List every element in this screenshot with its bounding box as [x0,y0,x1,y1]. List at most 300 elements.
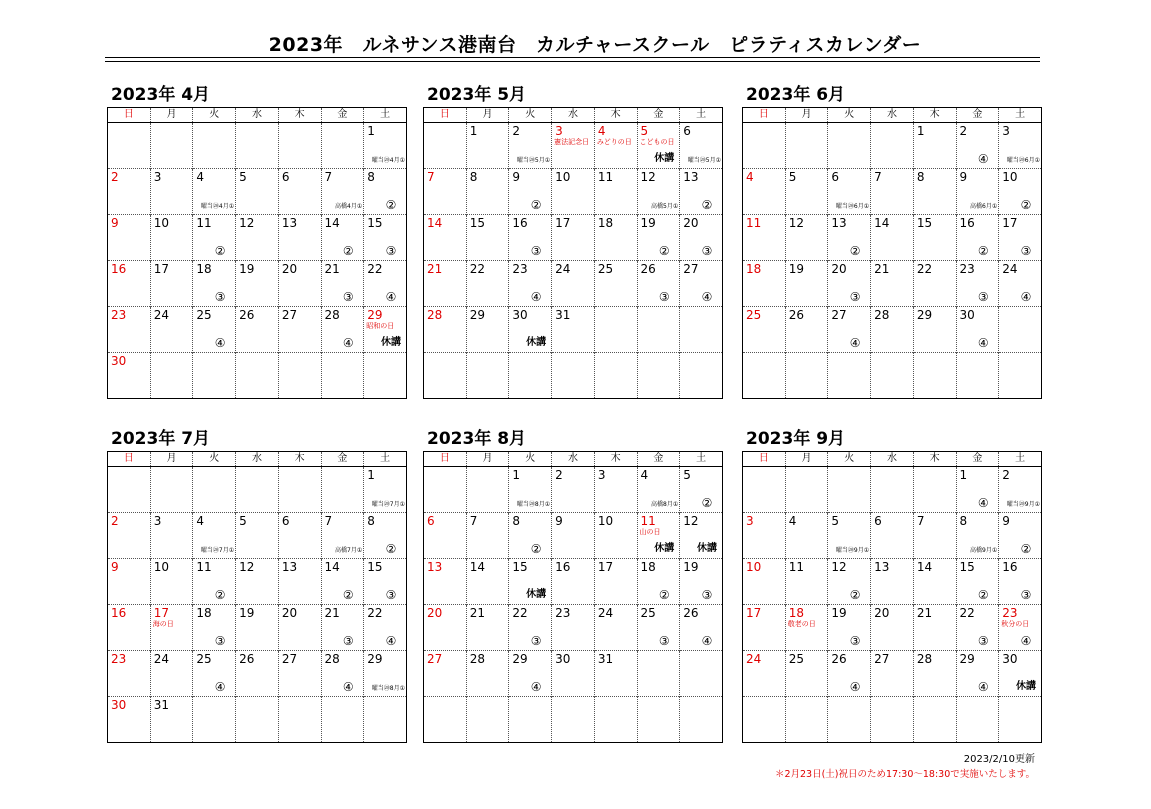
day-number: 20 [281,262,298,276]
day-cell [364,169,407,215]
day-number: 15 [469,216,485,230]
weekday-header: 金 [637,108,680,123]
day-number: 8 [367,170,375,184]
day-number: 24 [1002,262,1018,276]
session-number: ④ [385,634,397,648]
instructor-note: 曜当⑳9月① [835,547,870,554]
day-cell [785,215,828,261]
day-cell [637,467,680,513]
day-number: 22 [916,262,933,276]
day-number: 28 [324,652,340,666]
day-cell [108,697,151,743]
day-number: 13 [831,216,847,230]
day-number: 20 [427,606,443,620]
day-cell [913,467,956,513]
instructor-note: 高橋9月① [970,547,998,554]
day-cell [871,123,914,169]
day-cell [743,123,786,169]
day-cell [108,513,151,559]
day-cell [552,467,595,513]
day-cell [108,559,151,605]
instructor-note: 高橋4月① [335,203,363,210]
day-number: 9 [111,216,119,230]
session-number: ④ [530,680,542,694]
day-cell [871,215,914,261]
session-number: ④ [530,290,542,304]
session-number: ② [658,244,670,258]
session-number: ④ [977,496,989,510]
weekday-header: 木 [594,108,637,123]
day-cell [594,123,637,169]
day-cell [637,123,680,169]
day-number: 7 [469,514,478,528]
day-cell [321,307,364,353]
day-cell [680,513,723,559]
day-number: 8 [512,514,521,528]
day-cell [680,353,723,399]
day-number: 28 [324,308,340,322]
day-cell [193,353,236,399]
session-number: ④ [977,336,989,350]
weekday-header: 木 [278,452,321,467]
day-cell [913,697,956,743]
day-number: 29 [367,308,383,322]
day-cell [509,261,552,307]
weekday-header: 火 [193,452,236,467]
day-number: 25 [597,262,614,276]
day-cell [509,513,552,559]
session-number: ④ [849,336,861,350]
day-cell [466,651,509,697]
instructor-note: 曜当⑳5月① [687,157,721,164]
weekday-header: 月 [785,452,828,467]
instructor-note: 曜当⑳6月① [835,203,870,210]
day-number: 6 [831,170,840,184]
weekday-header: 土 [680,108,723,123]
day-number: 29 [469,308,485,322]
day-cell [743,697,786,743]
day-cell [278,169,321,215]
weekday-header: 土 [999,108,1042,123]
day-number: 20 [683,216,699,230]
day-cell [913,353,956,399]
cancelled-label: 休講 [697,543,717,554]
month-title: 2023年 6月 [746,85,846,105]
day-cell [828,651,871,697]
day-number: 7 [324,514,333,528]
session-number: ③ [977,634,989,648]
day-number: 14 [874,216,890,230]
day-cell [999,307,1042,353]
day-number: 25 [640,606,656,620]
day-number: 3 [153,170,162,184]
day-number: 4 [746,170,754,184]
day-number: 30 [959,308,975,322]
day-number: 27 [683,262,699,276]
day-number: 4 [196,514,205,528]
instructor-note: 高橋5月① [651,203,679,210]
day-number: 20 [281,606,298,620]
day-number: 3 [555,124,563,138]
day-cell [108,353,151,399]
day-cell [321,467,364,513]
day-cell [466,307,509,353]
day-number: 30 [111,354,127,368]
cancelled-label: 休講 [654,543,675,554]
day-cell [594,261,637,307]
day-cell [743,559,786,605]
day-cell [321,123,364,169]
day-cell [594,215,637,261]
day-cell [509,651,552,697]
day-number: 24 [153,308,169,322]
day-number: 18 [597,216,614,230]
day-cell [956,651,999,697]
day-number: 30 [1002,652,1018,666]
day-number: 8 [469,170,478,184]
day-cell [637,651,680,697]
day-cell [424,467,467,513]
day-cell [680,467,723,513]
day-cell [321,215,364,261]
day-number: 1 [469,124,478,138]
day-number: 28 [874,308,890,322]
day-cell [828,123,871,169]
instructor-note: 高橋8月① [651,501,679,508]
day-cell [680,261,723,307]
day-cell [364,215,407,261]
session-number: ④ [701,634,713,648]
day-number: 22 [367,606,383,620]
session-number: ② [977,588,989,602]
day-cell [999,261,1042,307]
day-number: 2 [555,468,563,482]
day-cell [594,651,637,697]
day-cell [321,513,364,559]
month-title: 2023年 7月 [111,429,211,449]
day-cell [321,559,364,605]
weekday-header: 日 [108,108,151,123]
day-cell [236,353,279,399]
day-cell [509,353,552,399]
day-cell [466,353,509,399]
month-table [423,451,723,743]
day-number: 6 [281,170,290,184]
day-cell [956,605,999,651]
day-number: 10 [153,560,169,574]
day-cell [364,697,407,743]
weekday-header: 月 [150,108,193,123]
day-cell [785,697,828,743]
day-number: 18 [196,606,212,620]
day-number: 15 [512,560,528,574]
footnote: ＊2月23日(土)祝日のため17:30～18:30で実施いたします。 [774,769,1035,780]
day-number: 25 [196,308,212,322]
session-number: ③ [1020,588,1032,602]
weekday-header: 日 [743,108,786,123]
day-cell [785,651,828,697]
day-number: 29 [367,652,383,666]
day-cell [871,467,914,513]
day-number: 1 [512,468,521,482]
day-cell [150,467,193,513]
day-number: 12 [788,216,804,230]
month-calendar [423,83,723,399]
day-cell [999,513,1042,559]
session-number: ③ [385,244,397,258]
day-number: 26 [239,652,255,666]
day-number: 15 [367,560,383,574]
session-number: ② [849,244,861,258]
day-number: 17 [153,262,169,276]
instructor-note: 曜当⑳9月① [1006,501,1040,508]
day-number: 9 [1002,514,1010,528]
day-cell [193,513,236,559]
day-cell [594,169,637,215]
day-cell [828,697,871,743]
day-cell [637,697,680,743]
day-cell [278,605,321,651]
day-number: 17 [153,606,169,620]
day-number: 26 [640,262,656,276]
session-number: ② [385,198,397,212]
day-number: 23 [555,606,571,620]
day-cell [509,169,552,215]
day-cell [193,651,236,697]
day-cell [828,353,871,399]
instructor-note: 曜当⑳7月① [371,501,405,508]
instructor-note: 曜当⑳7月① [200,547,235,554]
weekday-header: 土 [999,452,1042,467]
day-cell [150,605,193,651]
day-number: 5 [640,124,649,138]
day-cell [321,651,364,697]
holiday-label: 海の日 [152,620,174,628]
day-number: 21 [324,262,340,276]
day-number: 6 [683,124,691,138]
day-cell [236,261,279,307]
day-number: 21 [427,262,443,276]
day-cell [193,307,236,353]
day-cell [999,605,1042,651]
session-number: ③ [342,290,354,304]
day-cell [785,307,828,353]
day-number: 22 [469,262,485,276]
day-number: 24 [597,606,614,620]
day-cell [785,513,828,559]
session-number: ④ [342,336,354,350]
day-number: 23 [1002,606,1018,620]
day-number: 15 [367,216,383,230]
instructor-note: 曜当⑳4月① [200,203,235,210]
day-cell [424,697,467,743]
day-number: 15 [916,216,933,230]
day-number: 28 [469,652,485,666]
day-number: 16 [111,262,127,276]
day-cell [552,605,595,651]
day-cell [743,353,786,399]
day-cell [150,559,193,605]
session-number: ② [977,244,989,258]
day-cell [743,169,786,215]
weekday-header: 日 [108,452,151,467]
weekday-header: 水 [552,452,595,467]
day-cell [999,559,1042,605]
day-cell [828,169,871,215]
day-number: 4 [196,170,205,184]
day-cell [150,215,193,261]
day-number: 20 [874,606,890,620]
day-cell [913,169,956,215]
day-cell [956,697,999,743]
weekday-header: 土 [364,452,407,467]
month-calendar [107,83,407,399]
day-cell [364,307,407,353]
day-cell [150,513,193,559]
holiday-label: 秋分の日 [1001,620,1030,628]
session-number: ② [701,496,713,510]
month-title: 2023年 9月 [746,429,846,449]
holiday-label: 敬老の日 [787,620,816,628]
day-cell [594,697,637,743]
day-cell [637,605,680,651]
weekday-header: 月 [150,452,193,467]
day-cell [743,651,786,697]
day-cell [278,215,321,261]
day-number: 28 [427,308,443,322]
day-cell [466,261,509,307]
day-cell [108,123,151,169]
day-cell [424,605,467,651]
day-cell [424,559,467,605]
day-cell [785,559,828,605]
day-cell [236,697,279,743]
day-number: 15 [959,560,975,574]
day-cell [509,559,552,605]
day-number: 6 [874,514,882,528]
day-number: 11 [746,216,762,230]
weekday-header: 火 [828,452,871,467]
day-number: 27 [281,308,298,322]
day-number: 9 [555,514,563,528]
day-number: 17 [597,560,614,574]
day-number: 11 [196,560,212,574]
day-number: 11 [788,560,804,574]
cancelled-label: 休講 [1016,681,1036,692]
weekday-header: 土 [364,108,407,123]
day-cell [637,169,680,215]
day-number: 22 [959,606,975,620]
day-number: 16 [1002,560,1018,574]
updated-date: 2023/2/10更新 [963,754,1035,765]
day-cell [680,307,723,353]
weekday-header: 水 [871,452,914,467]
day-number: 7 [427,170,435,184]
day-cell [913,651,956,697]
day-number: 19 [640,216,656,230]
day-number: 10 [555,170,571,184]
session-number: ③ [530,634,542,648]
session-number: ② [214,244,226,258]
day-cell [150,651,193,697]
session-number: ② [530,198,542,212]
day-number: 25 [788,652,804,666]
day-cell [364,651,407,697]
day-number: 2 [512,124,521,138]
session-number: ③ [658,290,670,304]
month-calendar [107,427,407,743]
day-cell [785,605,828,651]
session-number: ③ [849,290,861,304]
weekday-header: 木 [913,108,956,123]
day-cell [466,697,509,743]
day-cell [999,651,1042,697]
session-number: ④ [849,680,861,694]
day-cell [150,697,193,743]
day-cell [509,697,552,743]
day-number: 27 [874,652,890,666]
day-number: 27 [831,308,847,322]
instructor-note: 曜当⑳4月① [371,157,405,164]
day-number: 9 [111,560,119,574]
day-cell [364,261,407,307]
day-cell [236,169,279,215]
day-cell [828,605,871,651]
day-cell [424,169,467,215]
weekday-header: 月 [785,108,828,123]
day-cell [871,697,914,743]
day-cell [193,261,236,307]
day-number: 22 [512,606,528,620]
day-cell [871,605,914,651]
day-number: 8 [916,170,925,184]
day-cell [871,513,914,559]
day-number: 9 [512,170,521,184]
day-number: 5 [683,468,691,482]
day-cell [743,261,786,307]
day-number: 12 [831,560,847,574]
day-number: 7 [874,170,882,184]
day-cell [999,215,1042,261]
day-cell [552,559,595,605]
day-number: 4 [640,468,649,482]
day-cell [108,467,151,513]
day-cell [236,123,279,169]
day-cell [785,261,828,307]
day-number: 3 [746,514,754,528]
day-cell [743,215,786,261]
weekday-header: 月 [466,452,509,467]
session-number: ② [214,588,226,602]
session-number: ④ [385,290,397,304]
day-cell [956,513,999,559]
day-cell [552,651,595,697]
day-cell [509,123,552,169]
day-cell [999,353,1042,399]
day-cell [424,215,467,261]
cancelled-label: 休講 [526,337,547,348]
day-number: 17 [555,216,571,230]
session-number: ③ [701,244,713,258]
session-number: ④ [977,152,989,166]
day-number: 12 [640,170,656,184]
session-number: ② [658,588,670,602]
holiday-label: みどりの日 [596,138,632,146]
day-number: 1 [367,468,375,482]
weekday-header: 水 [871,108,914,123]
session-number: ④ [342,680,354,694]
day-cell [193,605,236,651]
